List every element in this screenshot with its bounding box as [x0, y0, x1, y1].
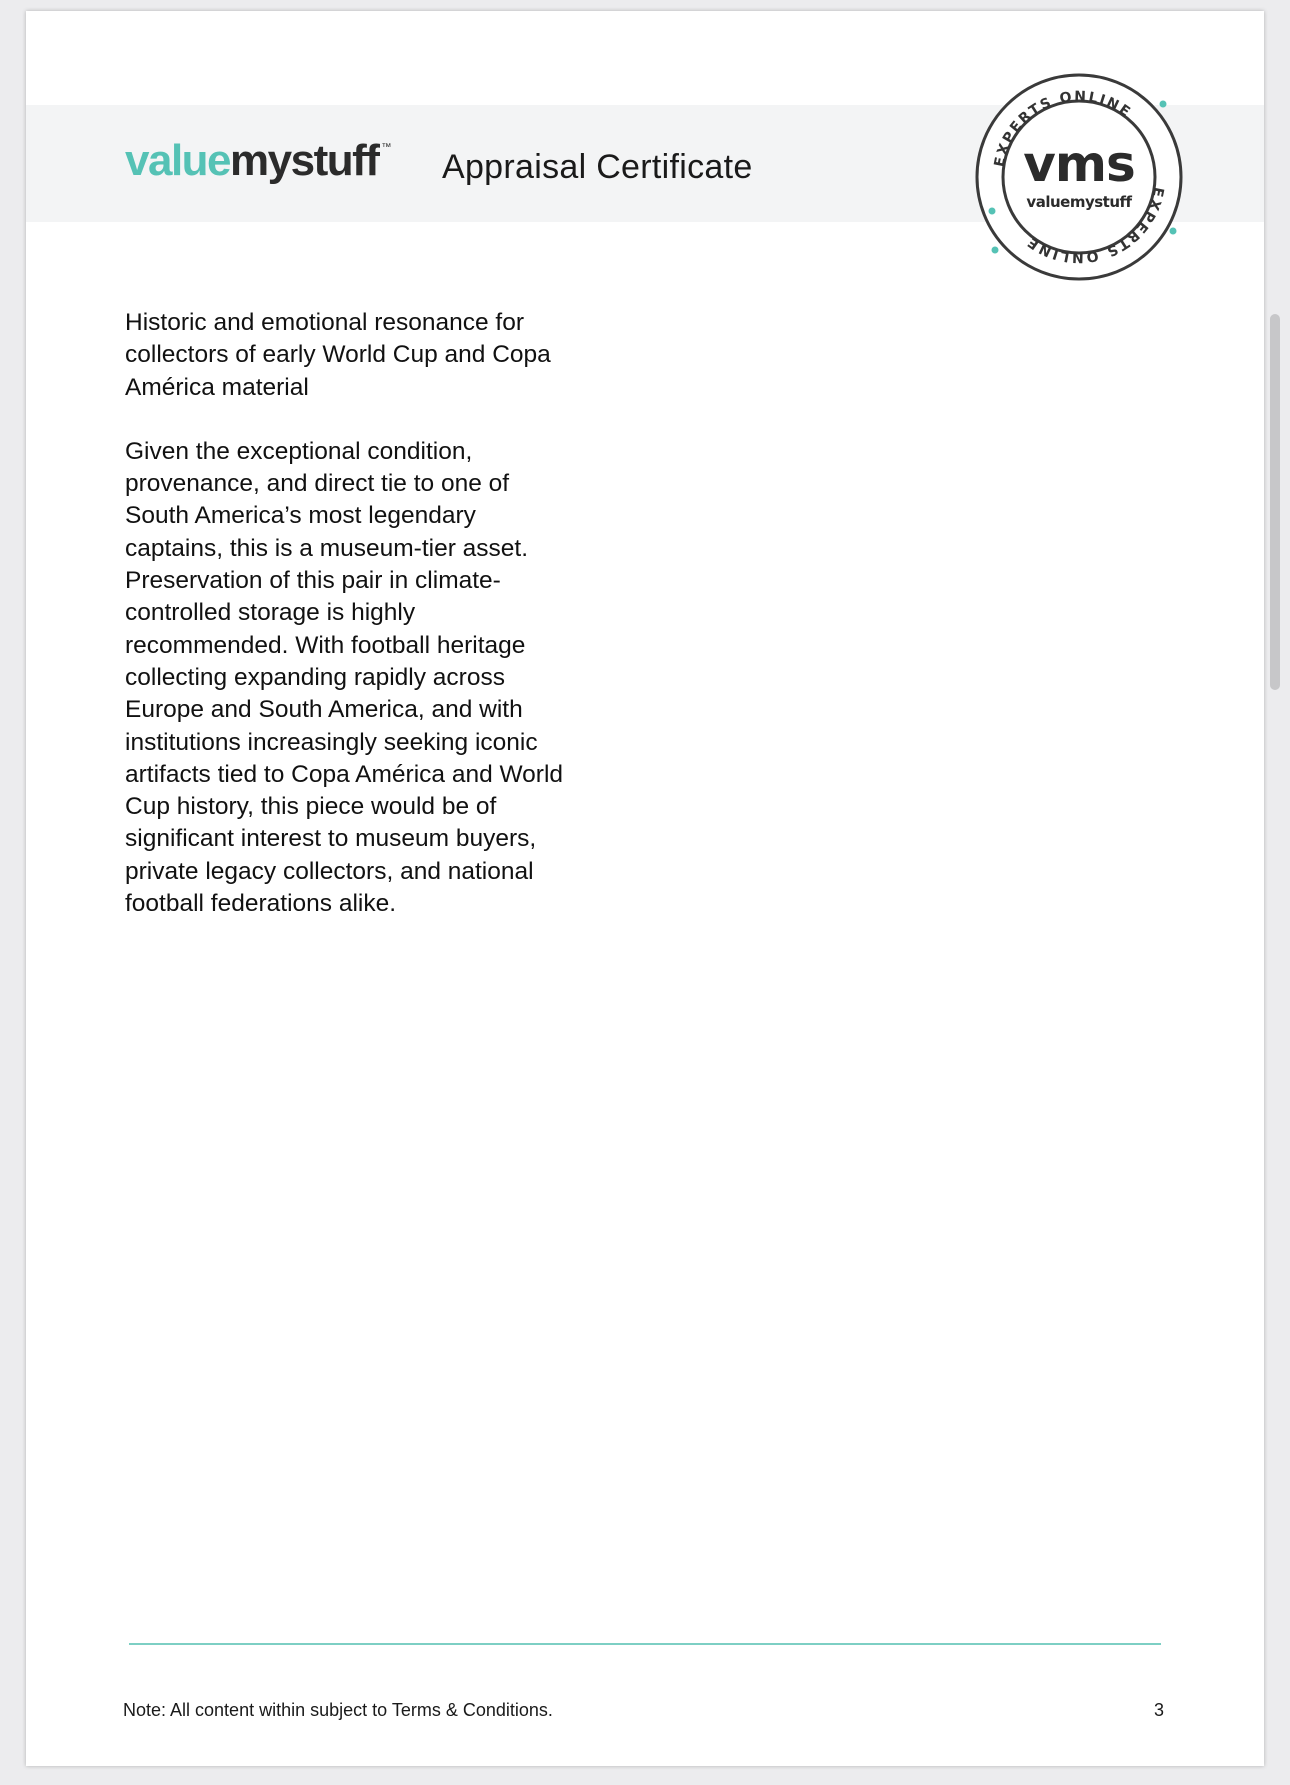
terms-note: Note: All content within subject to Terms & Conditions.: [123, 1700, 553, 1720]
logo-value-text: value: [125, 136, 231, 185]
valuemystuff-logo: [125, 136, 392, 185]
scrollbar-thumb[interactable]: [1270, 314, 1280, 690]
svg-text:valuemystuff: valuemystuff: [1026, 193, 1132, 211]
logo-mystuff-text: mystuff: [230, 136, 379, 185]
appraisal-body-text: [125, 307, 565, 952]
svg-text:vms: vms: [1023, 135, 1135, 193]
seal-icon: [963, 61, 1195, 293]
page-number: 3: [1153, 1700, 1164, 1720]
logo-trademark: ™: [381, 142, 392, 153]
page-title: Appraisal Certificate: [442, 148, 753, 186]
svg-text:EXPERTS ONLINE: EXPERTS ONLINE: [1023, 185, 1167, 266]
scrollbar-track[interactable]: [1266, 0, 1290, 1785]
document-page: [26, 11, 1264, 1766]
body-paragraph-2: Given the exceptional condition, provenance, and direct tie to one of South America’s most legendary captains, this is a museum-tier asset. Preservation of this pair in climate-controlled storage is highly recommended. With football heritage collecting expanding rapidly across Europe and South America, and with institutions increasingly seeking iconic artifacts tied to Copa América and World Cup history, this piece would be of significant interest to museum buyers, private legacy collectors, and national football federations alike.: [125, 437, 564, 918]
svg-text:EXPERTS ONLINE: EXPERTS ONLINE: [991, 88, 1135, 169]
vms-experts-online-seal: [963, 61, 1195, 293]
footer-divider: [129, 1643, 1161, 1645]
body-paragraph-1: Historic and emotional resonance for collectors of early World Cup and Copa América material: [125, 309, 551, 401]
